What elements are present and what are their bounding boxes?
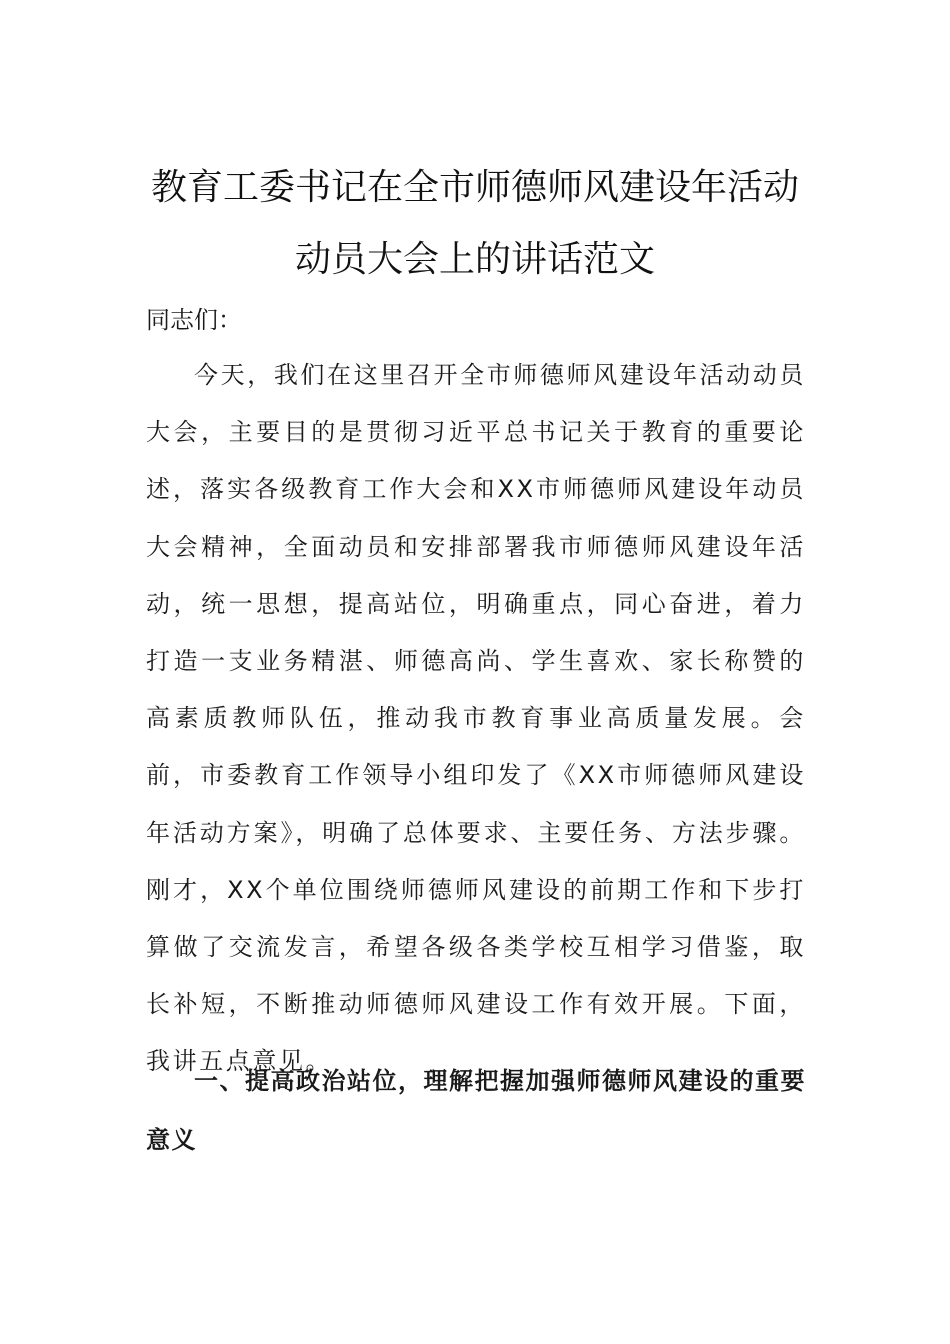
document-title: 教育工委书记在全市师德师风建设年活动动员大会上的讲话范文 [150,167,799,281]
salutation: 同志们： [146,306,242,334]
body-paragraph: 今天，我们在这里召开全市师德师风建设年活动动员大会，主要目的是贯彻习近平总书记关于教育的重要论述，落实各级教育工作大会和XX市师德师风建设年动员大会精神，全面动员和安排部署我市师德师风建设年活动，统一思想，提高站位，明确重点，同心奋进，着力打造一支业务精湛、师德高尚、学生喜欢、家长称赞的高素质教师队伍，推动我市教育事业高质量发展。会前，市委教育工作领导小组印发了《XX市师德师风建设年活动方案》，明确了总体要求、主要任务、方法步骤。刚才，XX个单位围绕师德师风建设的前期工作和下步打算做了交流发言，希望各级各类学校互相学习借鉴，取长补短，不断推动师德师风建设工作有效开展。下面，我讲五点意见。 [146,361,806,1076]
section-heading: 一、提高政治站位，理解把握加强师德师风建设的重要意义 [146,1067,806,1154]
